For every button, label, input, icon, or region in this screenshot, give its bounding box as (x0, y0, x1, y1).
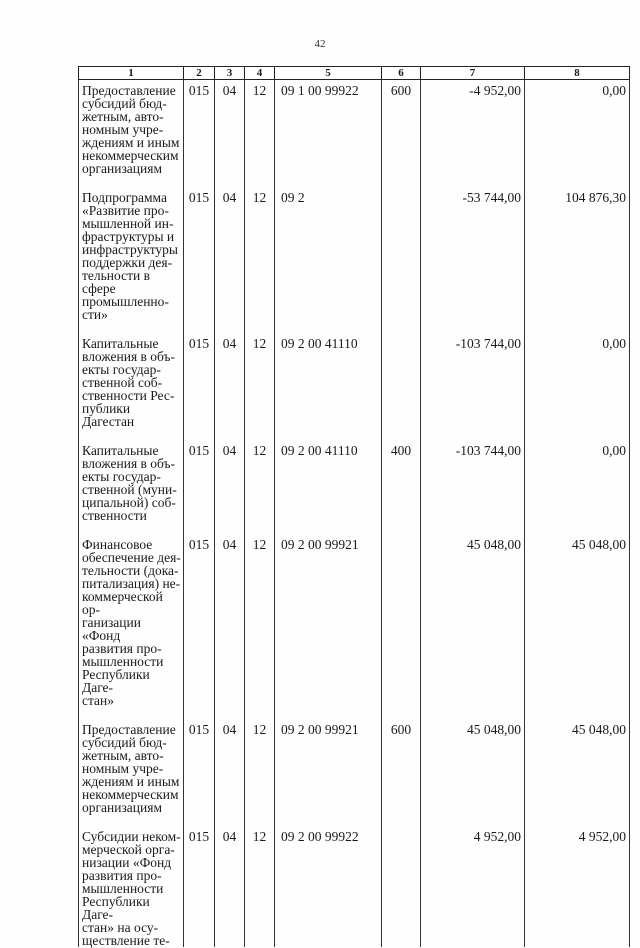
column-header: 1 (79, 67, 184, 80)
row-name: Предоставление субсидий бюд- жетным, авто- номным учре- ждениям и иным некоммерческим организациям (79, 719, 184, 814)
row-name: Финансовое обеспечение дея- тельности (дока- питализация) не- коммерческой ор- ганизации «Фонд развития про- мышленности Республики Даге- стан» (79, 534, 184, 707)
expense-type-code (382, 333, 421, 428)
row-spacer (79, 707, 630, 719)
row-spacer (79, 522, 630, 534)
row-name: Субсидии неком- мерческой орга- низации «Фонд развития про- мышленности Республики Даге- стан» на осу- ществление те- (79, 826, 184, 947)
ministry-code: 015 (184, 826, 215, 947)
subsection-code: 12 (245, 187, 275, 321)
column-header: 2 (184, 67, 215, 80)
table-header-row (79, 67, 630, 80)
subsection-code: 12 (245, 826, 275, 947)
section-code: 04 (215, 534, 245, 707)
row-name: Капитальные вложения в объ- екты государ- ственной соб- ственности Рес- публики Дагестан (79, 333, 184, 428)
column-header: 7 (421, 67, 525, 80)
amount-total: 0,00 (525, 333, 630, 428)
target-article-code: 09 2 00 99921 (275, 719, 382, 814)
expense-type-code: 600 (382, 719, 421, 814)
target-article-code: 09 2 00 99922 (275, 826, 382, 947)
amount-total: 4 952,00 (525, 826, 630, 947)
ministry-code: 015 (184, 80, 215, 176)
page-number: 42 (314, 38, 326, 50)
column-header: 5 (275, 67, 382, 80)
subsection-code: 12 (245, 80, 275, 176)
row-spacer (79, 175, 630, 187)
amount-change: -103 744,00 (421, 333, 525, 428)
subsection-code: 12 (245, 440, 275, 522)
expense-type-code (382, 826, 421, 947)
amount-change: -103 744,00 (421, 440, 525, 522)
table-row (79, 440, 630, 522)
expense-type-code (382, 534, 421, 707)
table-row (79, 826, 630, 947)
expense-type-code: 400 (382, 440, 421, 522)
amount-total: 0,00 (525, 440, 630, 522)
amount-change: 4 952,00 (421, 826, 525, 947)
row-name: Подпрограмма «Развитие про- мышленной ин- фраструктуры и инфраструктуры поддержки дея- тельности в сфере промышленно- сти» (79, 187, 184, 321)
amount-total: 45 048,00 (525, 534, 630, 707)
ministry-code: 015 (184, 187, 215, 321)
row-name: Предоставление субсидий бюд- жетным, авто- номным учре- ждениям и иным некоммерческим организациям (79, 80, 184, 176)
row-spacer (79, 814, 630, 826)
amount-total: 104 876,30 (525, 187, 630, 321)
ministry-code: 015 (184, 534, 215, 707)
target-article-code: 09 2 00 41110 (275, 440, 382, 522)
table-row (79, 187, 630, 321)
row-spacer (79, 321, 630, 333)
subsection-code: 12 (245, 333, 275, 428)
section-code: 04 (215, 80, 245, 176)
target-article-code: 09 2 00 99921 (275, 534, 382, 707)
section-code: 04 (215, 719, 245, 814)
row-spacer (79, 428, 630, 440)
subsection-code: 12 (245, 719, 275, 814)
target-article-code: 09 2 (275, 187, 382, 321)
column-header: 6 (382, 67, 421, 80)
row-name: Капитальные вложения в объ- екты государ- ственной (муни- ципальной) соб- ственности (79, 440, 184, 522)
section-code: 04 (215, 187, 245, 321)
amount-change: -53 744,00 (421, 187, 525, 321)
ministry-code: 015 (184, 333, 215, 428)
subsection-code: 12 (245, 534, 275, 707)
budget-table (78, 66, 630, 947)
target-article-code: 09 2 00 41110 (275, 333, 382, 428)
section-code: 04 (215, 826, 245, 947)
ministry-code: 015 (184, 719, 215, 814)
section-code: 04 (215, 440, 245, 522)
target-article-code: 09 1 00 99922 (275, 80, 382, 176)
expense-type-code: 600 (382, 80, 421, 176)
expense-type-code (382, 187, 421, 321)
amount-change: 45 048,00 (421, 534, 525, 707)
amount-change: 45 048,00 (421, 719, 525, 814)
table-row (79, 80, 630, 176)
amount-change: -4 952,00 (421, 80, 525, 176)
column-header: 4 (245, 67, 275, 80)
column-header: 8 (525, 67, 630, 80)
ministry-code: 015 (184, 440, 215, 522)
amount-total: 0,00 (525, 80, 630, 176)
table-row (79, 534, 630, 707)
column-header: 3 (215, 67, 245, 80)
amount-total: 45 048,00 (525, 719, 630, 814)
table-row (79, 333, 630, 428)
section-code: 04 (215, 333, 245, 428)
table-row (79, 719, 630, 814)
